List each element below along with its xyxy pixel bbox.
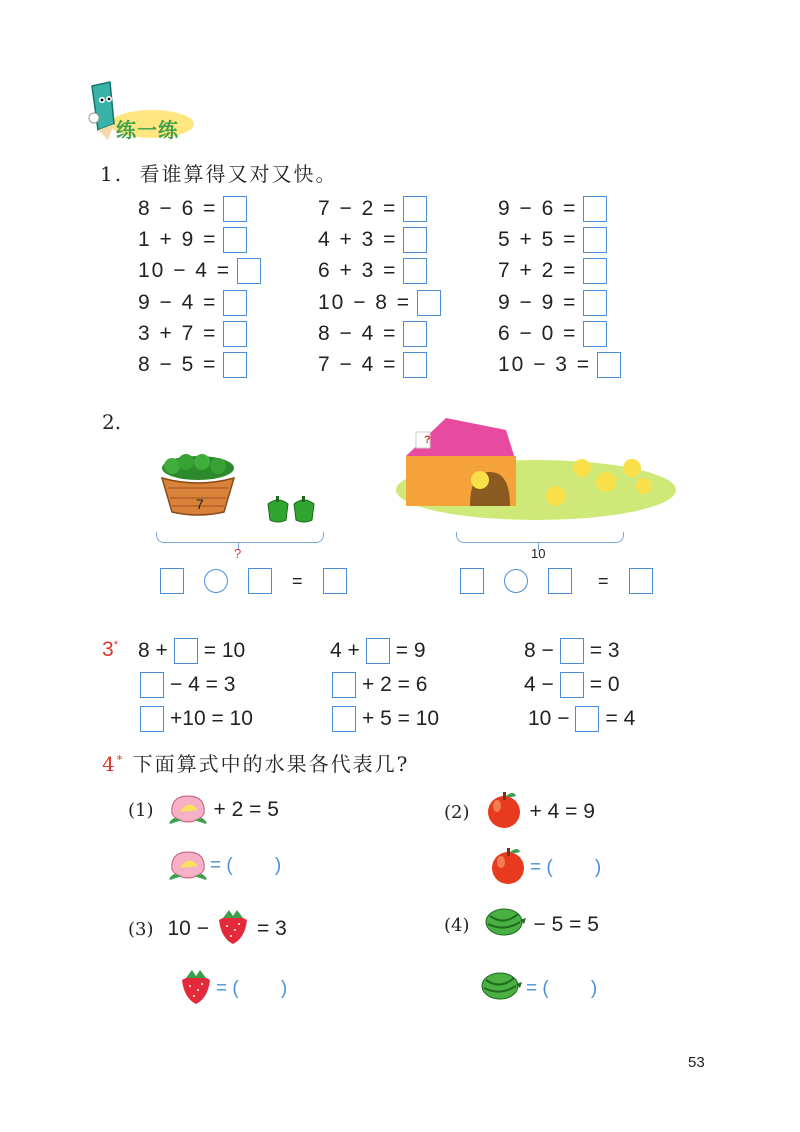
- equation-text: 9 − 6 =: [498, 197, 578, 220]
- right-brace-label: 10: [531, 546, 546, 561]
- strawberry-icon: [178, 966, 214, 1011]
- equation-prefix: 4 +: [330, 639, 360, 662]
- q3-number: [102, 638, 118, 662]
- equation-suffix: +10 = 10: [170, 707, 253, 730]
- answer-box[interactable]: [323, 568, 347, 594]
- q1-equation: [498, 352, 621, 378]
- q1-equation: [498, 321, 607, 347]
- equation-text: 7 − 4 =: [318, 353, 398, 376]
- equation-text: 3 + 7 =: [138, 322, 218, 345]
- equation-prefix: 8 −: [524, 639, 554, 662]
- answer-box[interactable]: [403, 352, 427, 378]
- answer-box[interactable]: [460, 568, 484, 594]
- equation-suffix: = 10: [203, 639, 246, 662]
- answer-box[interactable]: [575, 706, 599, 732]
- apple-icon: [484, 790, 524, 834]
- equation-suffix: = 4: [605, 707, 636, 730]
- answer-box[interactable]: [223, 321, 247, 347]
- q3-equation: [138, 638, 245, 664]
- q2-equation-left: [160, 568, 347, 594]
- answer-box[interactable]: [332, 672, 356, 698]
- q1-equation: [138, 321, 247, 347]
- q4-title: [102, 748, 409, 777]
- answer-box[interactable]: [583, 290, 607, 316]
- watermelon-icon: [484, 906, 528, 944]
- answer-box[interactable]: [237, 258, 261, 284]
- q3-equation: [140, 672, 235, 698]
- answer-blank[interactable]: = ( ): [526, 977, 598, 999]
- q1-number: 1.: [100, 162, 124, 186]
- answer-box[interactable]: [403, 196, 427, 222]
- q2-equation-right: [460, 568, 653, 594]
- equation-text: 6 − 0 =: [498, 322, 578, 345]
- equation-suffix: = 3: [256, 917, 287, 940]
- q4-item-label: (2): [444, 801, 470, 823]
- equation-prefix: 8 +: [138, 639, 168, 662]
- q4-star: *: [116, 753, 125, 767]
- answer-box[interactable]: [597, 352, 621, 378]
- equation-suffix: − 5 = 5: [533, 913, 599, 936]
- page-number: 53: [688, 1054, 705, 1071]
- practice-badge: [82, 76, 194, 142]
- equals-sign: =: [292, 570, 303, 591]
- q1-equation: [138, 352, 247, 378]
- equation-text: 8 − 4 =: [318, 322, 398, 345]
- answer-box[interactable]: [223, 196, 247, 222]
- q3-number-text: 3: [102, 638, 114, 661]
- q4-answer-line: [480, 970, 597, 1007]
- equation-prefix: 10 −: [167, 917, 209, 940]
- q3-equation: [140, 706, 253, 732]
- basket-count-label: 7: [196, 496, 204, 512]
- q1-equation: [498, 290, 607, 316]
- left-brace: [156, 532, 324, 543]
- q1-equation: [498, 227, 607, 253]
- equation-suffix: = 0: [589, 673, 620, 696]
- answer-blank[interactable]: = ( ): [210, 854, 282, 876]
- q4-equation: [128, 906, 287, 952]
- equation-text: 10 − 8 =: [318, 291, 412, 314]
- q1-equation: [138, 227, 247, 253]
- equation-text: 9 − 9 =: [498, 291, 578, 314]
- equation-text: 7 − 2 =: [318, 197, 398, 220]
- answer-box[interactable]: [583, 227, 607, 253]
- left-brace-label: ?: [234, 546, 242, 561]
- q4-item-label: (3): [128, 918, 154, 940]
- equation-suffix: + 2 = 6: [362, 673, 428, 696]
- q1-equation: [498, 196, 607, 222]
- q3-equation: [330, 638, 426, 664]
- equation-suffix: + 2 = 5: [213, 798, 279, 821]
- q1-instruction: 看谁算得又对又快。: [139, 162, 338, 186]
- answer-box[interactable]: [583, 258, 607, 284]
- equation-prefix: 4 −: [524, 673, 554, 696]
- answer-box[interactable]: [403, 321, 427, 347]
- equation-text: 8 − 6 =: [138, 197, 218, 220]
- answer-box[interactable]: [560, 638, 584, 664]
- q4-answer-line: [168, 846, 281, 885]
- q3-star: *: [113, 639, 118, 651]
- peach-icon: [168, 846, 208, 885]
- q1-equation: [318, 352, 427, 378]
- equation-suffix: = 9: [395, 639, 426, 662]
- q1-equation: [318, 321, 427, 347]
- q1-equation: [138, 258, 261, 284]
- q1-equation: [138, 196, 247, 222]
- operator-circle[interactable]: [504, 569, 528, 593]
- operator-circle[interactable]: [204, 569, 228, 593]
- q4-item-label: (1): [128, 799, 154, 821]
- equation-text: 10 − 3 =: [498, 353, 592, 376]
- answer-box[interactable]: [223, 352, 247, 378]
- q1-equation: [318, 196, 427, 222]
- q3-equation: [524, 638, 620, 664]
- answer-box[interactable]: [366, 638, 390, 664]
- strawberry-icon: [215, 906, 251, 952]
- answer-box[interactable]: [583, 196, 607, 222]
- equation-suffix: = 3: [589, 639, 620, 662]
- answer-box[interactable]: [403, 258, 427, 284]
- equation-text: 7 + 2 =: [498, 259, 578, 282]
- answer-box[interactable]: [140, 706, 164, 732]
- q3-equation: [528, 706, 635, 732]
- answer-box[interactable]: [174, 638, 198, 664]
- q4-item-label: (4): [444, 914, 470, 936]
- q4-equation: [444, 790, 595, 834]
- doghouse-sign: ?: [424, 434, 431, 446]
- equation-suffix: + 5 = 10: [362, 707, 440, 730]
- answer-blank[interactable]: = ( ): [216, 977, 288, 999]
- equation-text: 1 + 9 =: [138, 228, 218, 251]
- q1-equation: [138, 290, 247, 316]
- q3-equation: [332, 706, 439, 732]
- answer-box[interactable]: [403, 227, 427, 253]
- answer-box[interactable]: [417, 290, 441, 316]
- apple-icon: [488, 846, 528, 889]
- answer-box[interactable]: [223, 290, 247, 316]
- q4-equation: [128, 790, 279, 830]
- answer-box[interactable]: [332, 706, 356, 732]
- equation-prefix: 10 −: [528, 707, 570, 730]
- badge-title: 练一练: [116, 120, 179, 142]
- equation-text: 10 − 4 =: [138, 259, 232, 282]
- q1-title: [100, 158, 337, 187]
- equals-sign: =: [598, 570, 609, 591]
- equation-text: 9 − 4 =: [138, 291, 218, 314]
- answer-box[interactable]: [548, 568, 572, 594]
- q4-answer-line: [488, 846, 601, 889]
- q4-number: 4: [102, 752, 117, 776]
- equation-suffix: − 4 = 3: [170, 673, 236, 696]
- watermelon-icon: [480, 970, 524, 1007]
- answer-box[interactable]: [629, 568, 653, 594]
- equation-text: 6 + 3 =: [318, 259, 398, 282]
- q1-equation: [318, 227, 427, 253]
- answer-box[interactable]: [140, 672, 164, 698]
- answer-box[interactable]: [560, 672, 584, 698]
- answer-box[interactable]: [583, 321, 607, 347]
- q3-equation: [524, 672, 620, 698]
- q2-number: 2.: [102, 410, 122, 434]
- answer-box[interactable]: [248, 568, 272, 594]
- answer-blank[interactable]: = ( ): [530, 856, 602, 878]
- q3-equation: [332, 672, 427, 698]
- equation-text: 4 + 3 =: [318, 228, 398, 251]
- q1-equation: [318, 290, 441, 316]
- peach-icon: [168, 790, 208, 830]
- q4-instruction: 下面算式中的水果各代表几?: [132, 752, 410, 776]
- equation-text: 5 + 5 =: [498, 228, 578, 251]
- doghouse-and-chicks-illustration: [386, 412, 676, 522]
- equation-suffix: + 4 = 9: [529, 800, 595, 823]
- answer-box[interactable]: [160, 568, 184, 594]
- q1-equation: [498, 258, 607, 284]
- q1-equation: [318, 258, 427, 284]
- q4-answer-line: [178, 966, 287, 1011]
- answer-box[interactable]: [223, 227, 247, 253]
- equation-text: 8 − 5 =: [138, 353, 218, 376]
- q4-equation: [444, 906, 599, 944]
- right-brace: [456, 532, 624, 543]
- two-peppers-icon: [264, 494, 320, 524]
